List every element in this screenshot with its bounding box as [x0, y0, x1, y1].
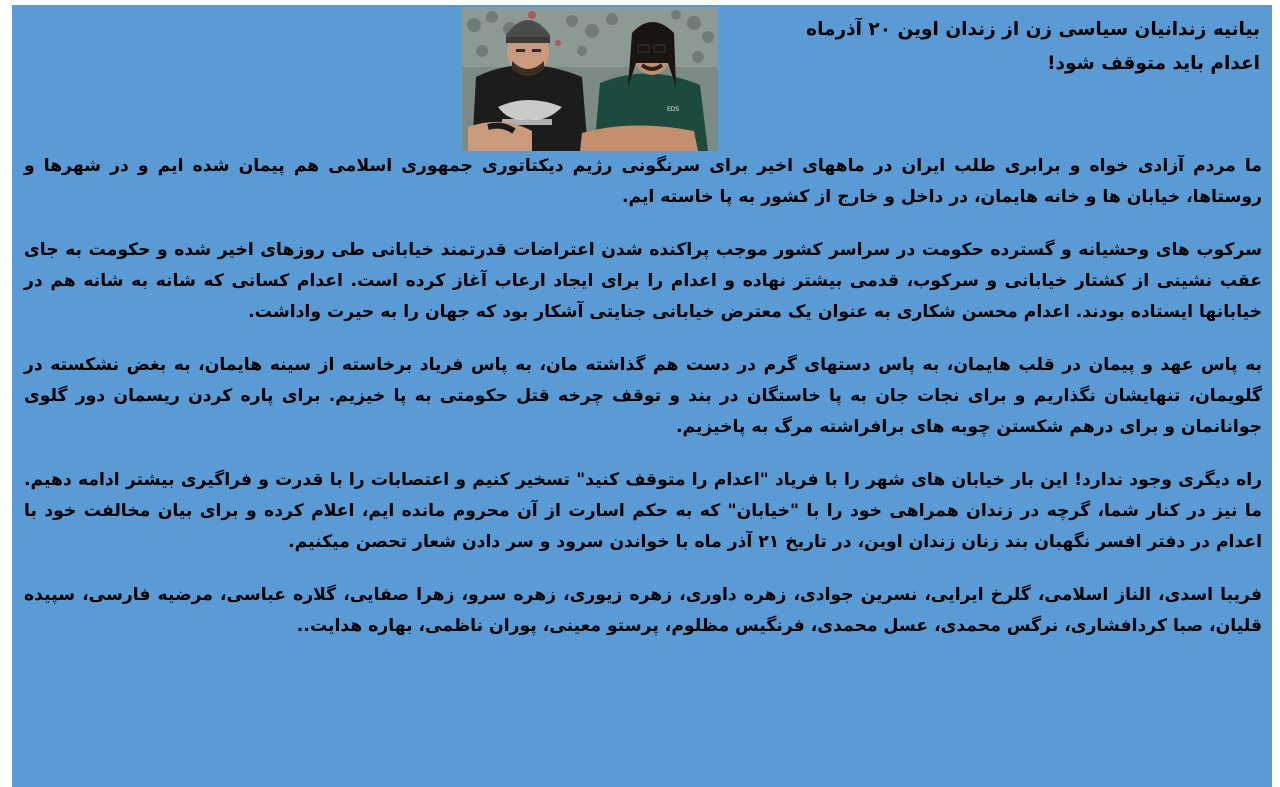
- portrait-photo: [462, 7, 718, 151]
- signatories-list: فریبا اسدی، الناز اسلامی، گلرخ ایرایی، نسرین جوادی، زهره داوری، زهره زیوری، زهره سرو، زهرا صفایی، گلاره عباسی، مرضیه فارسی، سپیده قلیان، صبا کردافشاری، نرگس محمدی، عسل محمدی، فرنگیس مظلوم، پرستو معینی، پوران ناظمی، بهاره هدایت..: [24, 585, 1262, 636]
- paragraph-1: ما مردم آزادی خواه و برابری طلب ایران در ماههای اخیر برای سرنگونی رژیم دیکتاتوری جمهوری اسلامی هم پیمان شده ایم و در شهرها و روستاها، خیابان ها و خانه هایمان، در داخل و خارج از کشور به پا خاسته ایم.: [24, 156, 1262, 207]
- heading-line-1: بیانیه زندانیان سیاسی زن از زندان اوین ۲۰ آذرماه: [806, 19, 1260, 40]
- heading-line-2: اعدام باید متوقف شود!: [1047, 53, 1260, 74]
- two-men-photo-illustration: [462, 7, 718, 151]
- statement-page: [12, 5, 1272, 787]
- paragraph-2: سرکوب های وحشیانه و گسترده حکومت در سراسر کشور موجب پراکنده شدن اعتراضات قدرتمند خیابانی طی روزهای اخیر شده و حکومت به جای عقب نشینی از کشتار خیابانی و سرکوب، قدمی بیشتر نهاده و اعدام را برای ایجاد ارعاب آغاز کرده است. اعدام کسانی که شانه به شانه هم در خیابانها ایستاده بودند. اعدام محسن شکاری به عنوان یک معترض خیابانی جنایتی آشکار بود که جهان را به حیرت واداشت.: [24, 240, 1262, 322]
- statement-body: [24, 151, 1262, 664]
- statement-heading: [740, 13, 1260, 81]
- shirt-logo-text: EDS: [667, 106, 680, 113]
- paragraph-4: راه دیگری وجود ندارد! این بار خیابان های شهر را با فریاد "اعدام را متوقف کنید" تسخیر کنیم و اعتصابات را با قدرت و فراگیری بیشتر ادامه دهیم. ما نیز در کنار شما، گرچه در زندان همراهی خود را با "خیابان" که به حکم اسارت از آن محروم مانده ایم، اعلام کرده و برای بیان مخالفت خود با اعدام در دفتر افسر نگهبان بند زنان زندان اوین، در تاریخ ۲۱ آذر ماه با خواندن سرود و سر دادن شعار تحصن میکنیم.: [24, 470, 1262, 552]
- paragraph-3: به پاس عهد و پیمان در قلب هایمان، به پاس دستهای گرم در دست هم گذاشته مان، به پاس فریاد برخاسته از سینه هایمان، به بغض نشکسته در گلویمان، تنهایشان نگذاریم و برای نجات جان به پا خاستگان در بند و توقف چرخه قتل حکومتی به پا خیزیم. برای پاره کردن ریسمان دور گلوی جوانانمان و برای درهم شکستن چوبه های برافراشته مرگ به پاخیزیم.: [24, 355, 1262, 437]
